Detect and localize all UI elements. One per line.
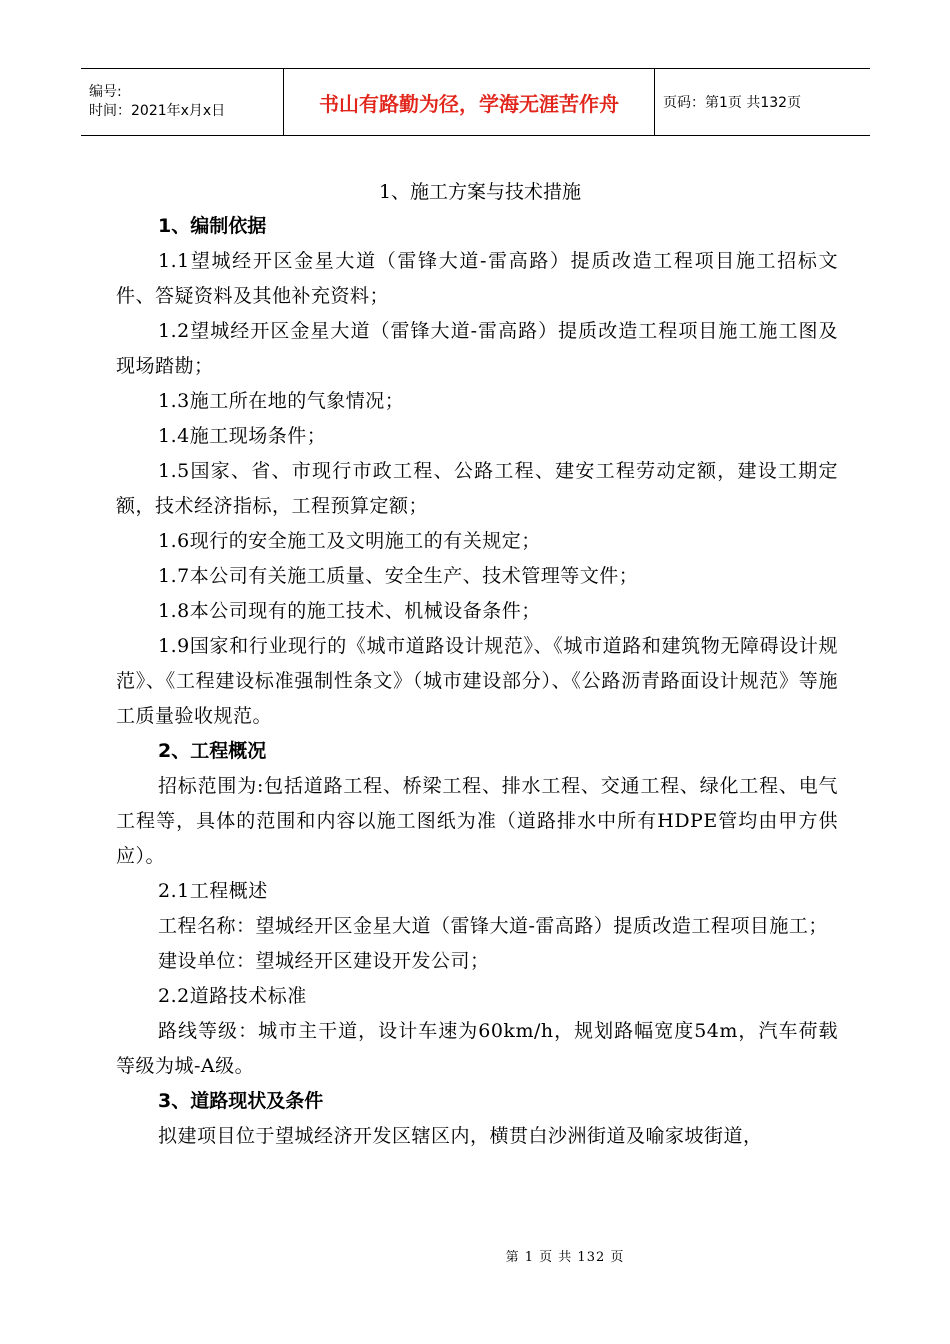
paragraph: 2.2道路技术标准 <box>158 985 307 1007</box>
footer-page-number: 第 1 页 共 132 页 <box>505 1250 625 1265</box>
header-page-info: 页码：第1页 共132页 <box>663 95 802 111</box>
paragraph: 1.8本公司现有的施工技术、机械设备条件； <box>158 600 541 622</box>
paragraph: 1.9国家和行业现行的《城市道路设计规范》、《城市道路和建筑物无障碍设计规范》、《工程建设标准强制性条文》（城市建设部分）、《公路沥青路面设计规范》等施工质量验收规范。 <box>116 635 838 727</box>
paragraph: 1.1望城经开区金星大道（雷锋大道-雷高路）提质改造工程项目施工招标文件、答疑资料及其他补充资料； <box>116 250 838 307</box>
paragraph: 1.5国家、省、市现行市政工程、公路工程、建安工程劳动定额，建设工期定额，技术经济指标，工程预算定额； <box>116 460 838 517</box>
section-heading: 2、工程概况 <box>158 740 267 762</box>
header-left-cell <box>81 69 283 135</box>
paragraph: 1.2望城经开区金星大道（雷锋大道-雷高路）提质改造工程项目施工施工图及现场踏勘； <box>116 320 838 377</box>
document-title: 1、施工方案与技术措施 <box>378 181 582 203</box>
paragraph: 路线等级：城市主干道，设计车速为60km/h，规划路幅宽度54m，汽车荷载等级为城-A级。 <box>116 1020 838 1077</box>
paragraph: 1.4施工现场条件； <box>158 425 327 447</box>
date-label: 时间：2021年x月x日 <box>89 103 226 119</box>
paragraph: 拟建项目位于望城经济开发区辖区内，横贯白沙洲街道及喻家坡街道， <box>158 1125 763 1147</box>
paragraph: 招标范围为:包括道路工程、桥梁工程、排水工程、交通工程、绿化工程、电气工程等，具体的范围和内容以施工图纸为准（道路排水中所有HDPE管均由甲方供应）。 <box>116 775 838 867</box>
page-footer <box>0 1246 950 1265</box>
paragraph: 1.6现行的安全施工及文明施工的有关规定； <box>158 530 541 552</box>
serial-label: 编号: <box>89 84 122 100</box>
paragraph: 2.1工程概述 <box>158 880 268 902</box>
page-header <box>81 68 870 136</box>
document-blocks <box>116 209 838 1154</box>
paragraph: 建设单位：望城经开区建设开发公司； <box>158 950 490 972</box>
motto: 书山有路勤为径，学海无涯苦作舟 <box>283 69 655 135</box>
section-heading: 3、道路现状及条件 <box>158 1090 324 1112</box>
document-body <box>116 175 838 1154</box>
paragraph: 工程名称：望城经开区金星大道（雷锋大道-雷高路）提质改造工程项目施工； <box>158 915 828 937</box>
paragraph: 1.3施工所在地的气象情况； <box>158 390 405 412</box>
paragraph: 1.7本公司有关施工质量、安全生产、技术管理等文件； <box>158 565 639 587</box>
section-heading: 1、编制依据 <box>158 215 267 237</box>
